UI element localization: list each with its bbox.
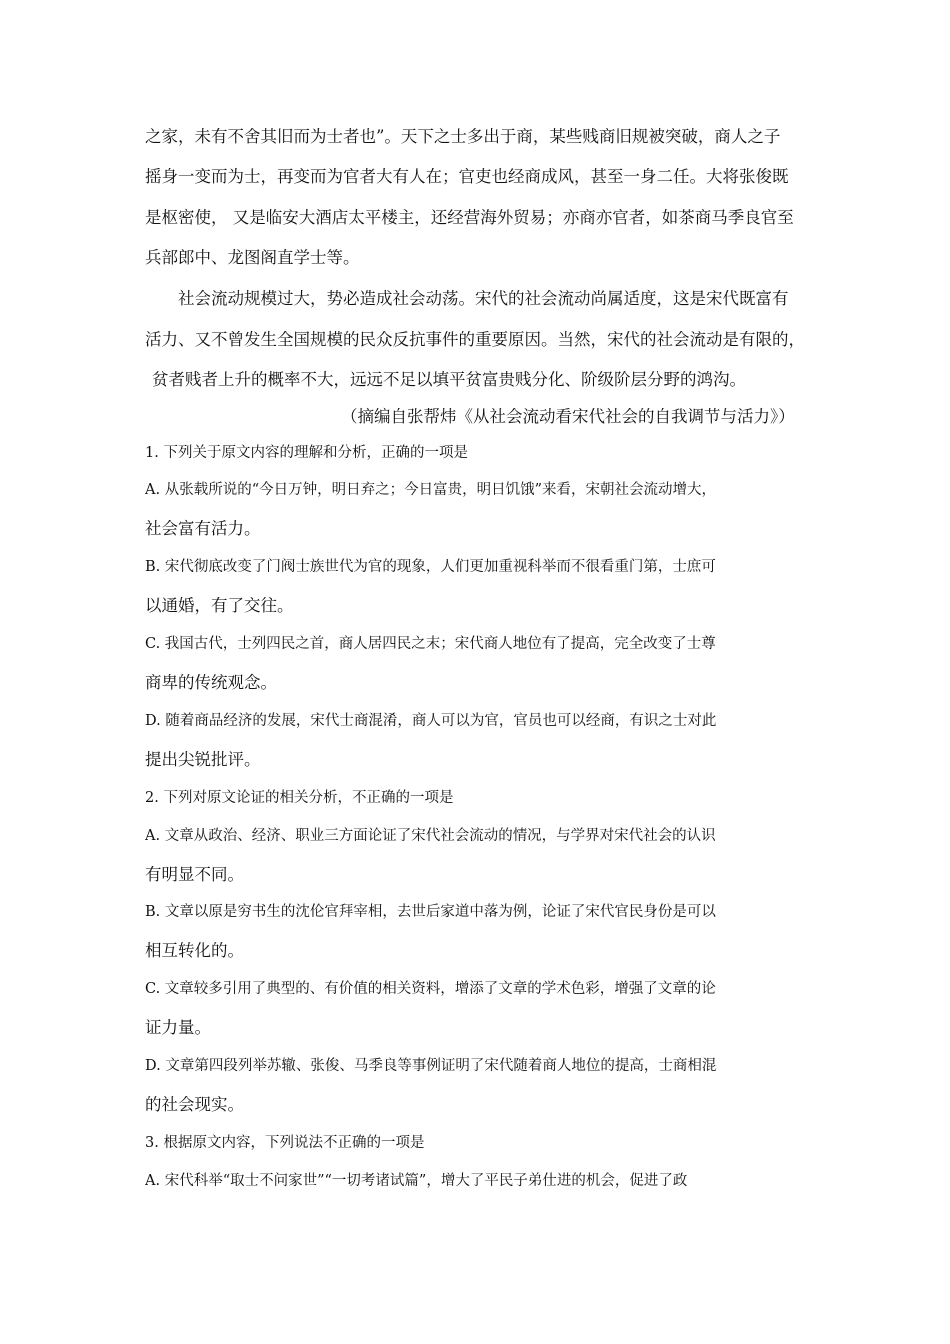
question-1-option-d-cont: 提出尖锐批评。 <box>145 750 261 769</box>
question-3-option-a: A. 宋代科举“取士不问家世”“一切考诸试篇”，增大了平民子弟仕进的机会，促进了政 <box>145 1173 688 1189</box>
question-2-option-a: A. 文章从政治、经济、职业三方面论证了宋代社会流动的情况，与学界对宋代社会的认识 <box>145 828 716 844</box>
question-2-option-c-cont: 证力量。 <box>145 1018 211 1037</box>
question-1-option-c: C. 我国古代，士列四民之首，商人居四民之末；宋代商人地位有了提高，完全改变了士尊 <box>145 636 716 652</box>
question-2-stem: 2. 下列对原文论证的相关分析，不正确的一项是 <box>145 790 454 806</box>
question-1-option-a: A. 从张载所说的“今日万钟，明日弃之；今日富贵，明日饥饿”来看，宋朝社会流动增大， <box>145 482 717 498</box>
question-2-option-c: C. 文章较多引用了典型的、有价值的相关资料，增添了文章的学术色彩，增强了文章的论 <box>145 981 716 997</box>
question-2-option-b: B. 文章以原是穷书生的沈伦官拜宰相，去世后家道中落为例，论证了宋代官民身份是可以 <box>145 904 716 920</box>
passage-line: 是枢密使， 又是临安大酒店太平楼主，还经营海外贸易；亦商亦官者，如茶商马季良官至 <box>145 208 794 227</box>
source-citation: （摘编自张帮炜《从社会流动看宋代社会的自我调节与活力》） <box>341 407 795 426</box>
question-1-option-b-cont: 以通婚，有了交往。 <box>145 596 294 615</box>
passage-line: 摇身一变而为士，再变而为官者大有人在；官吏也经商成风，甚至一身二任。大将张俊既 <box>145 167 789 186</box>
question-2-option-d: D. 文章第四段列举苏辙、张俊、马季良等事例证明了宋代随着商人地位的提高，士商相混 <box>145 1058 717 1074</box>
question-1-option-c-cont: 商卑的传统观念。 <box>145 673 277 692</box>
question-3-stem: 3. 根据原文内容，下列说法不正确的一项是 <box>145 1135 425 1151</box>
passage-line: 贫者贱者上升的概率不大，远远不足以填平贫富贵贱分化、阶级阶层分野的鸿沟。 <box>152 370 746 389</box>
question-1-option-b: B. 宋代彻底改变了门阀士族世代为官的现象，人们更加重视科举而不很看重门第，士庶可 <box>145 559 716 575</box>
passage-line: 社会流动规模过大，势必造成社会动荡。宋代的社会流动尚属适度，这是宋代既富有 <box>178 289 789 308</box>
passage-line: 活力、又不曾发生全国规模的民众反抗事件的重要原因。当然，宋代的社会流动是有限的， <box>145 330 805 349</box>
question-2-option-d-cont: 的社会现实。 <box>145 1095 244 1114</box>
passage-line: 之家，未有不舍其旧而为士者也”。天下之士多出于商，某些贱商旧规被突破，商人之子 <box>145 127 781 146</box>
question-2-option-a-cont: 有明显不同。 <box>145 865 244 884</box>
question-1-option-a-cont: 社会富有活力。 <box>145 519 261 538</box>
passage-line: 兵部郎中、龙图阁直学士等。 <box>145 248 360 267</box>
question-1-option-d: D. 随着商品经济的发展，宋代士商混淆，商人可以为官，官员也可以经商，有识之士对此 <box>145 713 717 729</box>
question-1-stem: 1. 下列关于原文内容的理解和分析，正确的一项是 <box>145 445 468 461</box>
question-2-option-b-cont: 相互转化的。 <box>145 941 244 960</box>
